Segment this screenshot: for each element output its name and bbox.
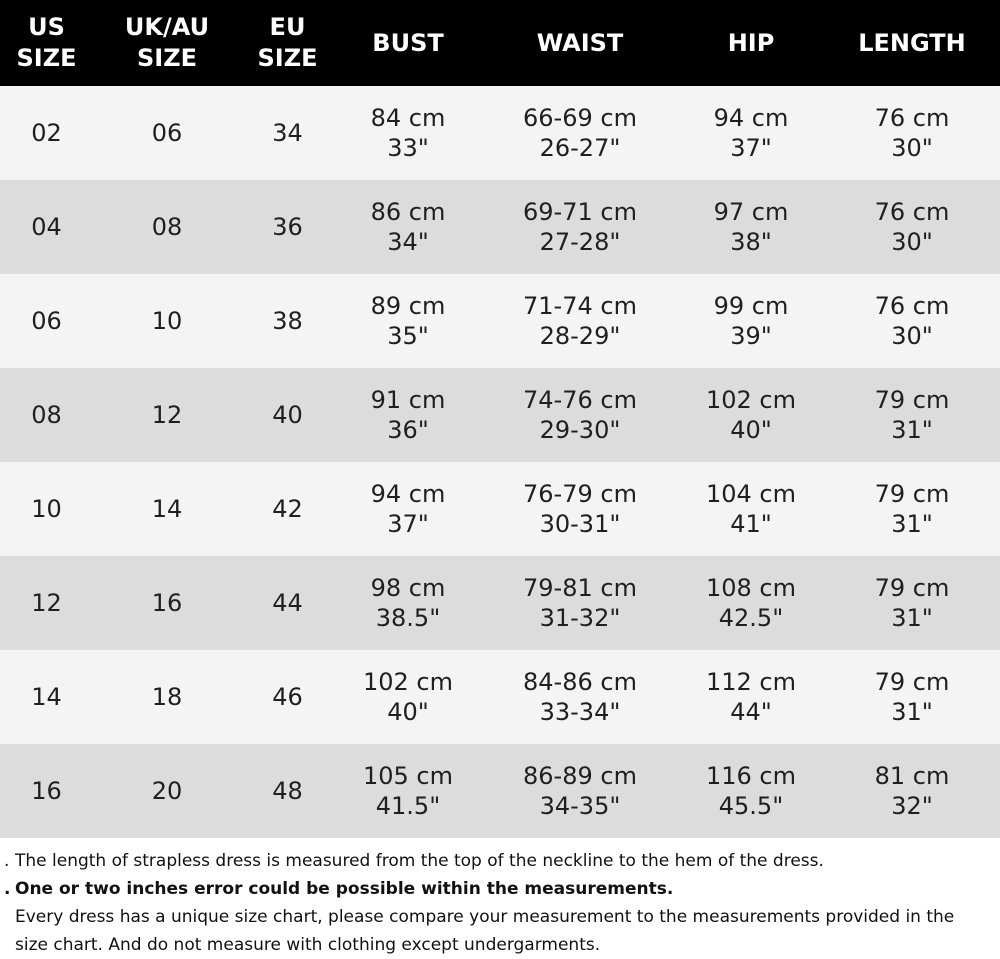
bust-cell: 84 cm 33" bbox=[334, 86, 482, 180]
table-body bbox=[0, 86, 1000, 838]
note-strapless-length: . The length of strapless dress is measured from the top of the neckline to the hem of the dress. bbox=[4, 847, 1000, 875]
length-cell: 76 cm 30" bbox=[824, 86, 1000, 180]
table-row bbox=[0, 86, 1000, 180]
table-row bbox=[0, 556, 1000, 650]
bust-cell: 86 cm 34" bbox=[334, 180, 482, 274]
waist-cell: 74-76 cm 29-30" bbox=[482, 368, 678, 462]
header-bust: BUST bbox=[334, 0, 482, 86]
length-cell: 81 cm 32" bbox=[824, 744, 1000, 838]
bust-cell: 94 cm 37" bbox=[334, 462, 482, 556]
bust-cell: 89 cm 35" bbox=[334, 274, 482, 368]
eu-size-cell: 48 bbox=[241, 744, 334, 838]
bullet-dot bbox=[4, 903, 15, 931]
table-row bbox=[0, 274, 1000, 368]
eu-size-cell: 44 bbox=[241, 556, 334, 650]
measurement-notes bbox=[0, 838, 1000, 959]
us-size-cell: 14 bbox=[0, 650, 93, 744]
length-cell: 79 cm 31" bbox=[824, 462, 1000, 556]
header-uk-au-size: UK/AU SIZE bbox=[93, 0, 241, 86]
bullet-dot: . bbox=[4, 851, 10, 871]
length-cell: 79 cm 31" bbox=[824, 368, 1000, 462]
bust-cell: 102 cm 40" bbox=[334, 650, 482, 744]
us-size-cell: 10 bbox=[0, 462, 93, 556]
header-row bbox=[0, 0, 1000, 86]
waist-cell: 76-79 cm 30-31" bbox=[482, 462, 678, 556]
table-row bbox=[0, 650, 1000, 744]
us-size-cell: 12 bbox=[0, 556, 93, 650]
us-size-cell: 06 bbox=[0, 274, 93, 368]
header-waist: WAIST bbox=[482, 0, 678, 86]
us-size-cell: 16 bbox=[0, 744, 93, 838]
waist-cell: 69-71 cm 27-28" bbox=[482, 180, 678, 274]
length-cell: 79 cm 31" bbox=[824, 556, 1000, 650]
us-size-cell: 04 bbox=[0, 180, 93, 274]
header-hip: HIP bbox=[678, 0, 824, 86]
table-row bbox=[0, 462, 1000, 556]
eu-size-cell: 34 bbox=[241, 86, 334, 180]
hip-cell: 112 cm 44" bbox=[678, 650, 824, 744]
hip-cell: 108 cm 42.5" bbox=[678, 556, 824, 650]
uk-au-size-cell: 06 bbox=[93, 86, 241, 180]
us-size-cell: 08 bbox=[0, 368, 93, 462]
table-row bbox=[0, 180, 1000, 274]
note-unique-size-chart: Every dress has a unique size chart, please compare your measurement to the measurements provided in the size chart. And do not measure with clothing except undergarments. bbox=[4, 903, 1000, 959]
header-eu-size: EU SIZE bbox=[241, 0, 334, 86]
waist-cell: 84-86 cm 33-34" bbox=[482, 650, 678, 744]
hip-cell: 99 cm 39" bbox=[678, 274, 824, 368]
bust-cell: 105 cm 41.5" bbox=[334, 744, 482, 838]
hip-cell: 102 cm 40" bbox=[678, 368, 824, 462]
eu-size-cell: 46 bbox=[241, 650, 334, 744]
uk-au-size-cell: 20 bbox=[93, 744, 241, 838]
uk-au-size-cell: 14 bbox=[93, 462, 241, 556]
hip-cell: 104 cm 41" bbox=[678, 462, 824, 556]
header-us-size: US SIZE bbox=[0, 0, 93, 86]
bust-cell: 91 cm 36" bbox=[334, 368, 482, 462]
uk-au-size-cell: 10 bbox=[93, 274, 241, 368]
length-cell: 76 cm 30" bbox=[824, 180, 1000, 274]
uk-au-size-cell: 12 bbox=[93, 368, 241, 462]
eu-size-cell: 36 bbox=[241, 180, 334, 274]
header-length: LENGTH bbox=[824, 0, 1000, 86]
hip-cell: 94 cm 37" bbox=[678, 86, 824, 180]
eu-size-cell: 42 bbox=[241, 462, 334, 556]
table-row bbox=[0, 368, 1000, 462]
waist-cell: 66-69 cm 26-27" bbox=[482, 86, 678, 180]
length-cell: 79 cm 31" bbox=[824, 650, 1000, 744]
hip-cell: 97 cm 38" bbox=[678, 180, 824, 274]
table-header bbox=[0, 0, 1000, 86]
length-cell: 76 cm 30" bbox=[824, 274, 1000, 368]
eu-size-cell: 38 bbox=[241, 274, 334, 368]
waist-cell: 79-81 cm 31-32" bbox=[482, 556, 678, 650]
uk-au-size-cell: 08 bbox=[93, 180, 241, 274]
bullet-dot: . bbox=[4, 879, 11, 899]
uk-au-size-cell: 16 bbox=[93, 556, 241, 650]
note-measurement-error: . One or two inches error could be possible within the measurements. bbox=[4, 875, 1000, 903]
waist-cell: 71-74 cm 28-29" bbox=[482, 274, 678, 368]
bust-cell: 98 cm 38.5" bbox=[334, 556, 482, 650]
uk-au-size-cell: 18 bbox=[93, 650, 241, 744]
waist-cell: 86-89 cm 34-35" bbox=[482, 744, 678, 838]
eu-size-cell: 40 bbox=[241, 368, 334, 462]
table-row bbox=[0, 744, 1000, 838]
hip-cell: 116 cm 45.5" bbox=[678, 744, 824, 838]
us-size-cell: 02 bbox=[0, 86, 93, 180]
